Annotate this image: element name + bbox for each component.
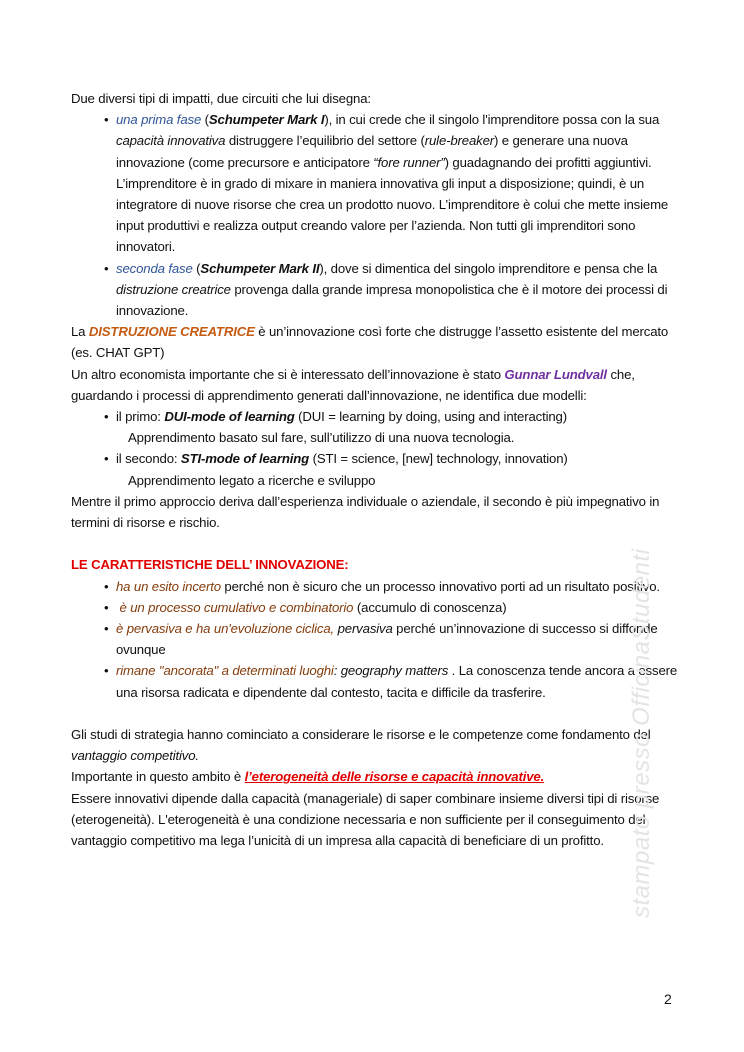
text: (DUI = learning by doing, using and interacting): [294, 409, 567, 425]
text: Un altro economista importante che si è interessato dell’innovazione è stato: [71, 366, 505, 382]
feature-item: [71, 576, 681, 597]
watermark: stampato presso OfficinaStudenti: [628, 548, 655, 918]
heterogeneity-paragraph: [71, 766, 681, 787]
text: ), in cui crede che il singolo l'imprenditore possa con la sua: [324, 112, 660, 128]
text: Gli studi di strategia hanno cominciato a considerare le risorse e le competenze come fondamento del: [71, 727, 651, 743]
term: DUI-mode of learning: [164, 409, 295, 425]
spacer: [71, 533, 681, 554]
emphasis: rule-breaker: [424, 133, 495, 149]
emphasis: è pervasiva e ha un'evoluzione ciclica,: [116, 621, 335, 637]
page-body: [71, 88, 681, 851]
text: La: [71, 324, 89, 340]
bullet-icon: •: [104, 409, 109, 425]
intro-paragraph: Due diversi tipi di impatti, due circuiti che lui disegna:: [71, 91, 371, 106]
bullet-icon: •: [104, 260, 109, 276]
text: ) e generare una nuova innovazione (come precursore e anticipatore: [116, 133, 628, 170]
emphasis: capacità innovativa: [116, 133, 226, 149]
bullet-icon: •: [104, 621, 109, 637]
term: Schumpeter Mark II: [200, 260, 320, 276]
lundvall-paragraph: [71, 364, 681, 406]
model-item-dui: [71, 406, 681, 448]
model-item-sti: [71, 448, 681, 490]
emphasis: : geography matters: [333, 663, 449, 679]
highlight-term: l’eterogeneità delle risorse e capacità innovative.: [244, 769, 545, 785]
text: perché un’innovazione di successo si diffonde ovunque: [116, 621, 658, 658]
text: è un’innovazione così forte che distrugge l’assetto esistente del mercato (es. CHAT GPT): [71, 324, 669, 361]
innovation-paragraph: Essere innovativi dipende dalla capacità (manageriale) di saper combinare insieme diversi tipi di risorse (eterogeneità). L'eterogeneità è una condizione necessaria e non sufficiente per il conseguimento del vantaggio competitivo ma lega l’unicità di un impresa alla capacità di beneficiare di un profitto.: [71, 790, 660, 849]
text: ) guadagnando dei profitti aggiuntivi. L’imprenditore è in grado di mixare in maniera innovativa gli input a disposizione; quindi, è un integratore di nuove risorse che crea un prodotto nuovo. L’imprenditore è colui che mette insieme input produttivi e realizza output creando valore per l’azienda. Non tutti gli imprenditori sono innovatori.: [116, 154, 669, 255]
bullet-mark-two: [71, 258, 681, 322]
emphasis: “fore runner”: [373, 154, 445, 170]
strategy-paragraph: [71, 724, 681, 766]
text: (accumulo di conoscenza): [353, 599, 507, 615]
emphasis: è un processo cumulativo e combinatorio: [116, 599, 354, 615]
text: provenga dalla grande impresa monopolistica che è il motore dei processi di innovazione.: [116, 281, 668, 319]
feature-item: [71, 597, 681, 618]
page-number: 2: [664, 991, 672, 1007]
text: (: [192, 260, 201, 276]
model-description: Apprendimento legato a ricerche e sviluppo: [128, 472, 376, 488]
highlight-term: DISTRUZIONE CREATRICE: [88, 324, 255, 340]
emphasis: ha un esito incerto: [116, 578, 221, 594]
text: perché non è sicuro che un processo innovativo porti ad un risultato positivo.: [220, 578, 660, 594]
phase-label: una prima fase: [116, 112, 202, 128]
comparison-paragraph: Mentre il primo approccio deriva dall’esperienza individuale o aziendale, il secondo è più impegnativo in termini di risorse e rischio.: [71, 493, 660, 531]
text: il secondo:: [116, 451, 181, 467]
emphasis: distruzione creatrice: [116, 281, 231, 297]
text: . La conoscenza tende ancora a essere una risorsa radicata e dipendente dal contesto, tacita e difficile da trasferire.: [116, 663, 678, 700]
feature-item: [71, 618, 681, 660]
bullet-icon: •: [104, 599, 109, 615]
emphasis: pervasiva: [334, 621, 393, 637]
text: (: [201, 112, 209, 128]
text: il primo:: [116, 409, 165, 425]
bullet-mark-one: [71, 109, 681, 257]
term: STI-mode of learning: [180, 451, 310, 467]
text: ), dove si dimentica del singolo imprenditore e pensa che la: [319, 260, 658, 276]
emphasis: vantaggio competitivo.: [71, 748, 199, 764]
economist-name: Gunnar Lundvall: [504, 366, 607, 382]
phase-label: seconda fase: [116, 260, 193, 276]
distruzione-paragraph: [71, 321, 681, 363]
text: Importante in questo ambito è: [71, 769, 245, 785]
bullet-icon: •: [104, 112, 109, 128]
bullet-icon: •: [104, 578, 109, 594]
text: che, guardando i processi di apprendimento generati dall’innovazione, ne identifica due modelli:: [71, 366, 635, 403]
text: distruggere l’equilibrio del settore (: [225, 133, 425, 149]
emphasis: rimane "ancorata" a determinati luoghi: [116, 663, 334, 679]
bullet-icon: •: [104, 663, 109, 679]
section-heading: LE CARATTERISTICHE DELL’ INNOVAZIONE:: [71, 557, 349, 573]
text: (STI = science, [new] technology, innovation): [309, 451, 568, 467]
spacer: [71, 703, 681, 724]
term: Schumpeter Mark I: [208, 112, 325, 128]
bullet-icon: •: [104, 451, 109, 467]
feature-item: [71, 660, 681, 702]
model-description: Apprendimento basato sul fare, sull’utilizzo di una nuova tecnologia.: [128, 430, 515, 446]
